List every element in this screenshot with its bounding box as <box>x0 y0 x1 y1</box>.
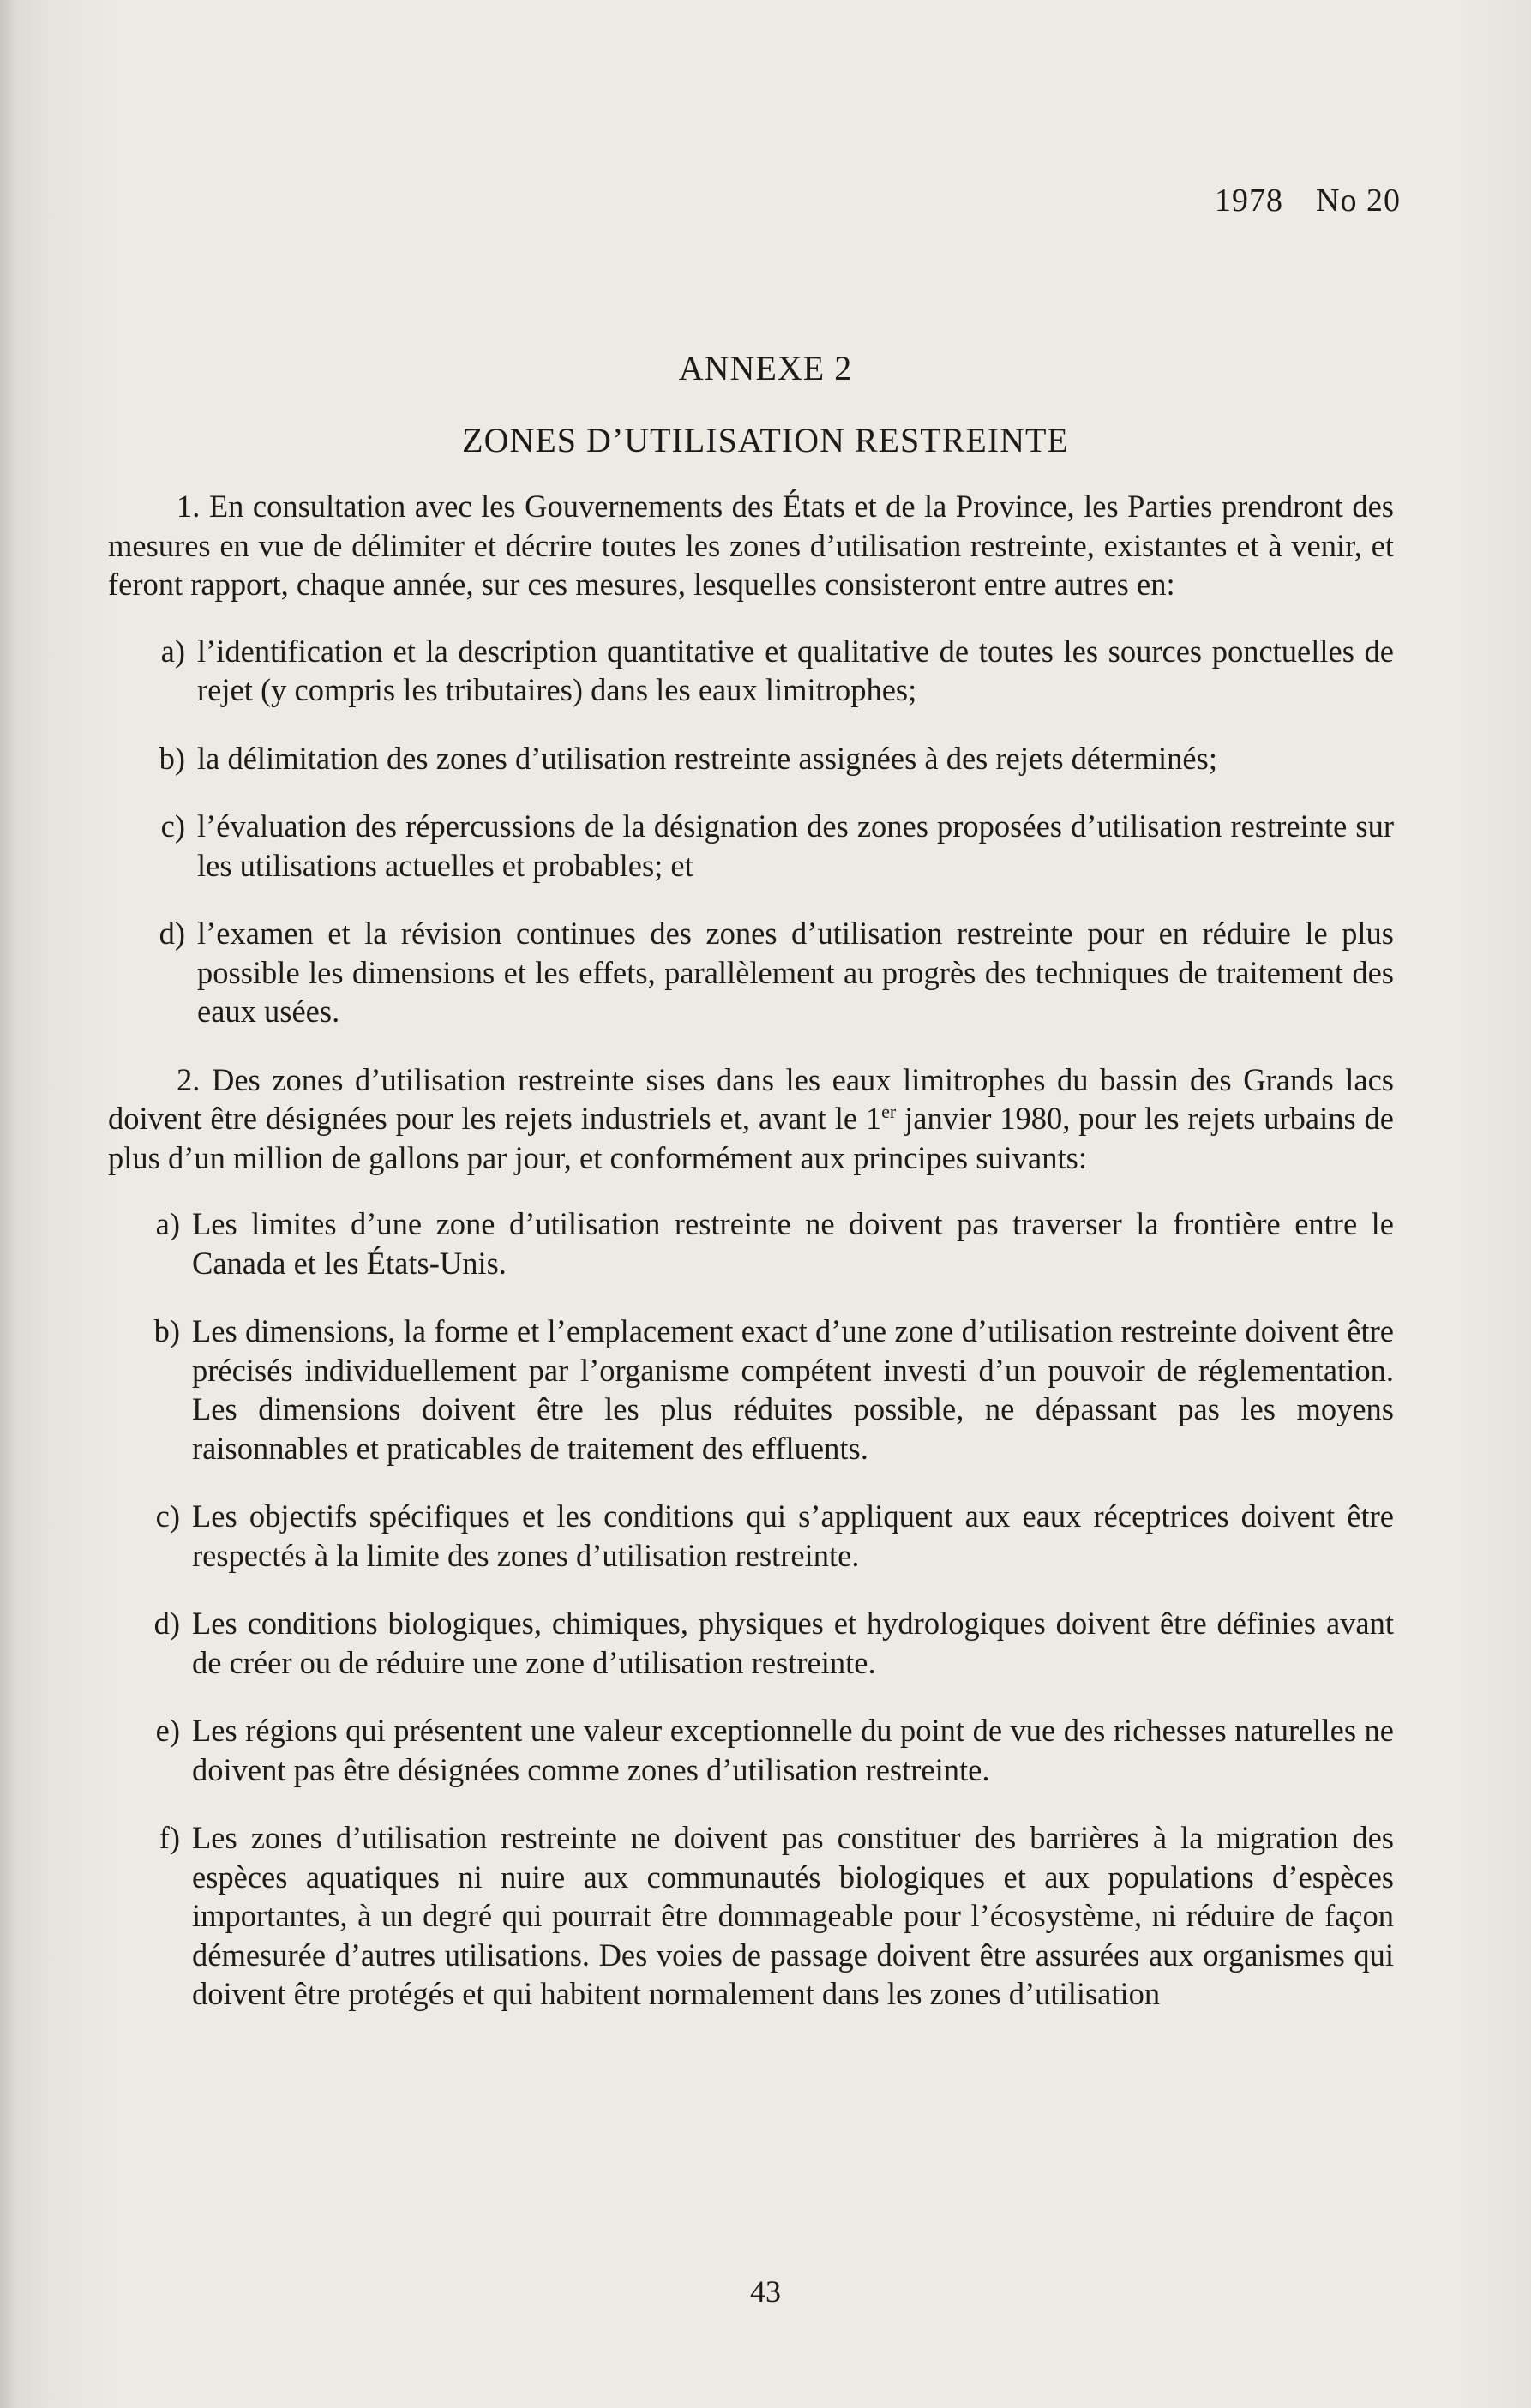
header-year: 1978 <box>1215 183 1284 219</box>
item-label: d) <box>159 916 185 951</box>
list-1-item-b <box>108 739 1394 778</box>
item-text: l’examen et la révision continues des zones d’utilisation restreinte pour en réduire le plus possible les dimensions et les effets, parallèlement au progrès des techniques de traitement des eaux usées. <box>197 916 1394 1029</box>
item-text: Les limites d’une zone d’utilisation restreinte ne doivent pas traverser la frontière entre le Canada et les États-Unis. <box>192 1206 1394 1281</box>
item-label: a) <box>160 633 185 669</box>
list-1-item-a <box>108 632 1394 710</box>
page-header <box>1215 182 1401 219</box>
item-label: e) <box>155 1713 180 1748</box>
item-text: l’évaluation des répercussions de la désignation des zones proposées d’utilisation restreinte sur les utilisations actuelles et probables; et <box>197 808 1394 883</box>
item-label: c) <box>160 808 185 844</box>
item-text: Les zones d’utilisation restreinte ne doivent pas constituer des barrières à la migration des espèces aquatiques ni nuire aux communautés biologiques et aux populations d’espèces importantes, à un degré qui pourrait être dommageable pour l’écosystème, ni réduire de façon démesurée d’autres utilisations. Des voies de passage doivent être assurées aux organismes qui doivent être protégés et qui habitent normalement dans les zones d’utilisation <box>192 1820 1394 2011</box>
page-number: 43 <box>750 2274 781 2309</box>
section-title: ZONES D’UTILISATION RESTREINTE <box>462 421 1069 459</box>
list-2-item-c <box>108 1497 1394 1575</box>
item-label: f) <box>159 1820 180 1855</box>
header-number: No 20 <box>1316 183 1401 219</box>
list-2 <box>108 1204 1394 2014</box>
item-label: d) <box>153 1606 180 1641</box>
annex-title: ANNEXE 2 <box>678 349 853 387</box>
list-2-item-e <box>108 1711 1394 1789</box>
item-text: l’identification et la description quantitative et qualitative de toutes les sources ponctuelles de rejet (y compris les tributaires) dans les eaux limitrophes; <box>197 633 1394 707</box>
document-body <box>108 487 1394 2043</box>
ordinal-superscript: er <box>881 1100 897 1122</box>
item-label: b) <box>159 740 185 776</box>
paragraph-1: 1. En consultation avec les Gouvernements des États et de la Province, les Parties prendront des mesures en vue de délimiter et décrire toutes les zones d’utilisation restreinte, existantes et à venir, et feront rapport, chaque année, sur ces mesures, lesquelles consisteront entre autres en: <box>108 489 1394 602</box>
list-2-item-f <box>108 1818 1394 2014</box>
item-text: Les conditions biologiques, chimiques, physiques et hydrologiques doivent être définies avant de créer ou de réduire une zone d’utilisation restreinte. <box>192 1606 1394 1680</box>
list-1-item-c <box>108 807 1394 885</box>
item-label: b) <box>153 1313 180 1348</box>
item-label: a) <box>155 1206 180 1241</box>
list-1 <box>108 632 1394 1031</box>
item-text: Les dimensions, la forme et l’emplacement exact d’une zone d’utilisation restreinte doivent être précisés individuellement par l’organisme compétent investi d’un pouvoir de réglementation. Les dimensions doivent être les plus réduites possible, ne dépassant pas les moyens raisonnables et praticables de traitement des effluents. <box>192 1313 1394 1466</box>
paragraph-2-after: janvier 1980, pour les rejets urbains de plus d’un million de gallons par jour, et conformément aux principes suivants: <box>108 1101 1395 1175</box>
list-2-item-d <box>108 1604 1394 1682</box>
item-text: Les régions qui présentent une valeur exceptionnelle du point de vue des richesses naturelles ne doivent pas être désignées comme zones d’utilisation restreinte. <box>192 1713 1394 1787</box>
item-text: la délimitation des zones d’utilisation restreinte assignées à des rejets déterminés; <box>197 740 1217 776</box>
item-label: c) <box>155 1498 180 1534</box>
item-text: Les objectifs spécifiques et les conditions qui s’appliquent aux eaux réceptrices doivent être respectés à la limite des zones d’utilisation restreinte. <box>192 1498 1394 1573</box>
paragraph-2 <box>108 1060 1394 1178</box>
list-1-item-d <box>108 914 1394 1031</box>
paragraph-2-before: 2. Des zones d’utilisation restreinte sises dans les eaux limitrophes du bassin des Grands lacs doivent être désignées pour les rejets industriels et, avant le 1 <box>108 1061 1394 1136</box>
list-2-item-a <box>108 1204 1394 1282</box>
list-2-item-b <box>108 1312 1394 1468</box>
